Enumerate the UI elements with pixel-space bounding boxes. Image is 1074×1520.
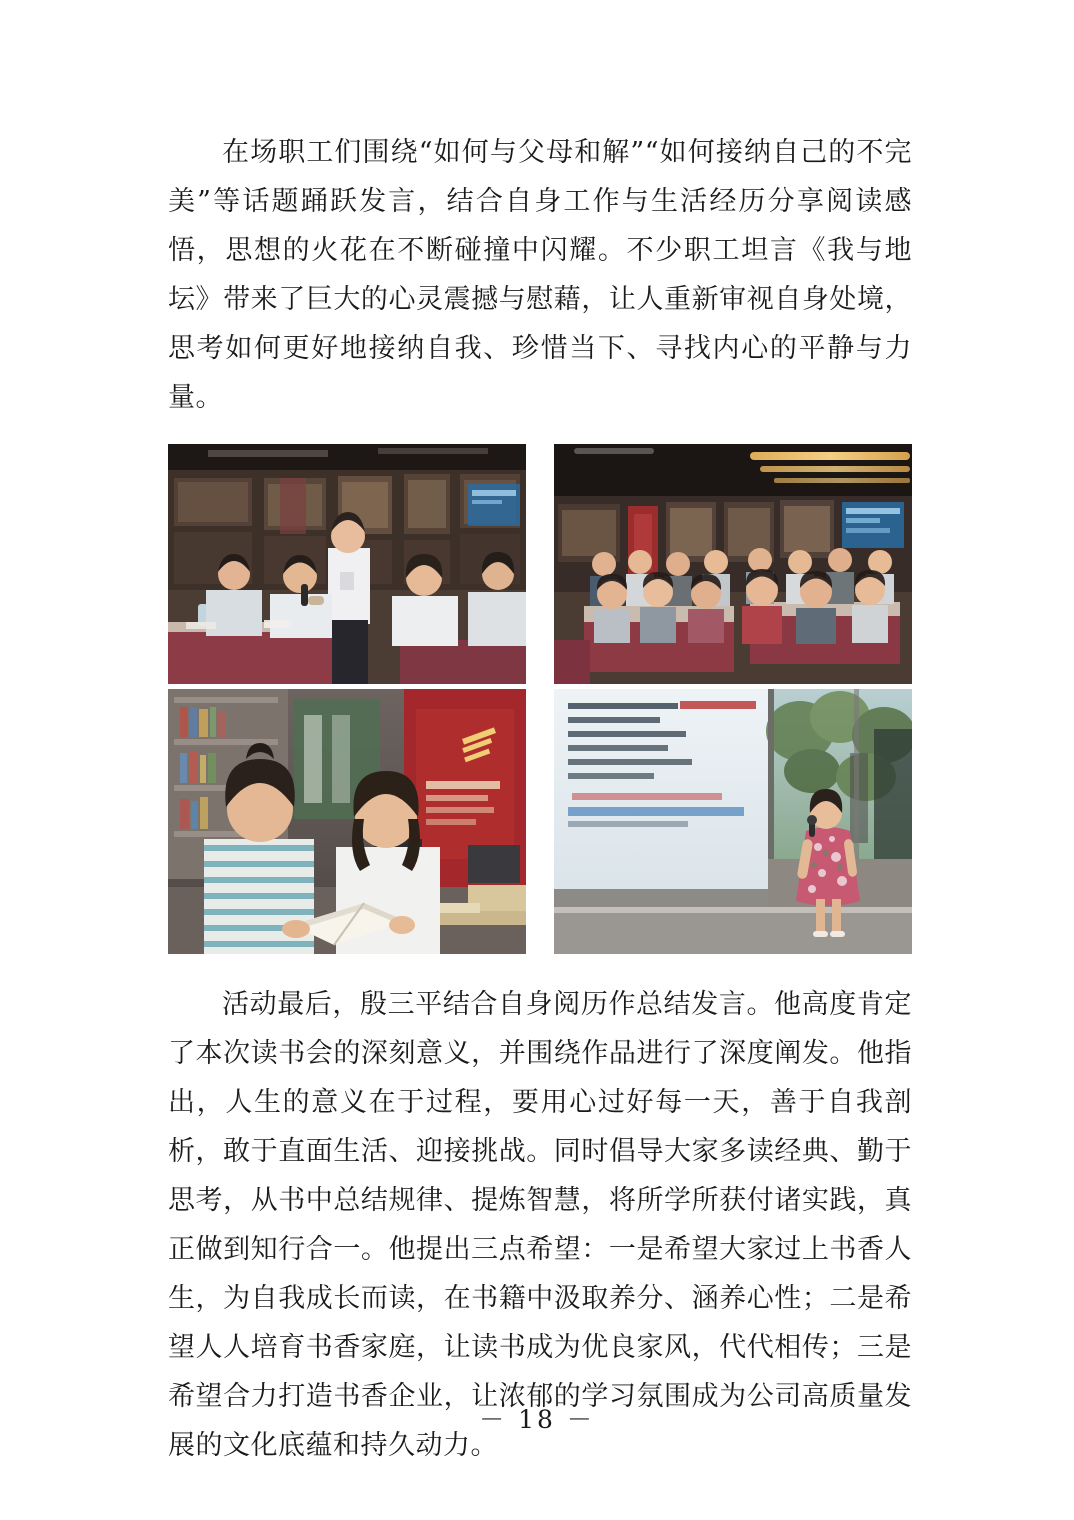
photo-two-women-reading [168,689,526,954]
photo-reading-session-speaker [168,444,526,684]
page-number: － 18 － [479,1405,595,1434]
page-content [168,128,912,1470]
paragraph-one: 在场职工们围绕“如何与父母和解”“如何接纳自己的不完美”等话题踊跃发言，结合自身工作与生活经历分享阅读感悟，思想的火花在不断碰撞中闪耀。不少职工坦言《我与地坛》带来了巨大的心灵震撼与慰藉，让人重新审视自身处境，思考如何更好地接纳自我、珍惜当下、寻找内心的平静与力量。 [168,137,912,413]
paragraph-two: 活动最后，殷三平结合自身阅历作总结发言。他高度肯定了本次读书会的深刻意义，并围绕作品进行了深度阐发。他指出，人生的意义在于过程，要用心过好每一天，善于自我剖析，敢于直面生活、迎接挑战。同时倡导大家多读经典、勤于思考，从书中总结规律、提炼智慧，将所学所获付诸实践，真正做到知行合一。他提出三点希望：一是希望大家过上书香人生，为自我成长而读，在书籍中汲取养分、涵养心性；二是希望人人培育书香家庭，让读书成为优良家风，代代相传；三是希望合力打造书香企业，让浓郁的学习氛围成为公司高质量发展的文化底蕴和持久动力。 [168,989,912,1461]
photo-audience-seated [554,444,912,684]
photo-woman-presenting-screen [554,689,912,954]
photo-grid [168,444,912,954]
